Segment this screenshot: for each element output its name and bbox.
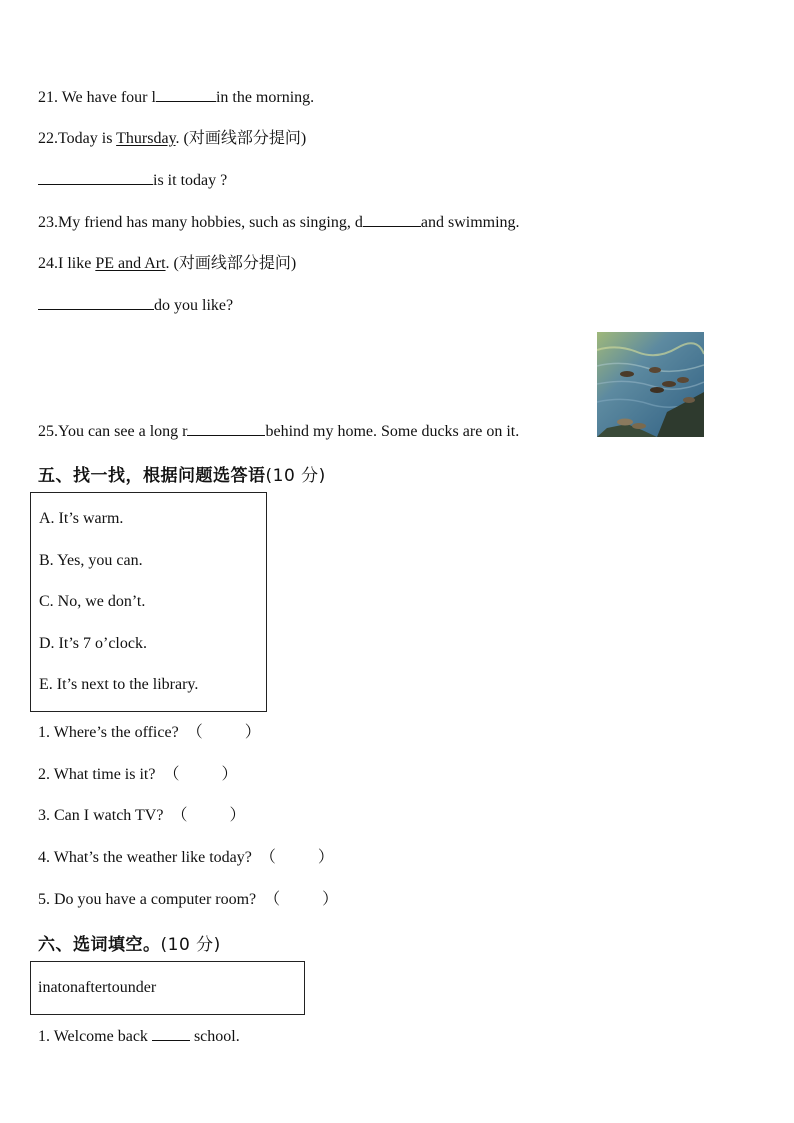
option-a: A. It’s warm. xyxy=(39,510,124,527)
match-question-1 xyxy=(38,723,261,743)
question-24 xyxy=(38,254,296,274)
question-text: You can see a long r xyxy=(58,423,188,440)
answer-paren-close: ） xyxy=(244,724,261,741)
underlined-word: Thursday xyxy=(116,130,176,147)
question-text: 3. Can I watch TV? xyxy=(38,807,164,824)
question-text: do you like? xyxy=(154,297,234,314)
answer-paren-close: ） xyxy=(317,849,334,866)
question-instruction: . (对画线部分提问) xyxy=(165,255,297,272)
option-d: D. It’s 7 o’clock. xyxy=(39,635,147,652)
answer-options-box xyxy=(30,492,267,712)
question-text: My friend has many hobbies, such as singing, d xyxy=(58,214,363,231)
section-6-heading xyxy=(38,930,221,955)
section-score: (10 分) xyxy=(265,466,326,486)
question-number: 22. xyxy=(38,130,58,147)
question-text: in the morning. xyxy=(215,89,315,106)
question-22-answer-line xyxy=(38,170,227,191)
question-text: 5. Do you have a computer room? xyxy=(38,891,257,908)
option-b: B. Yes, you can. xyxy=(39,552,143,569)
question-25 xyxy=(38,421,519,442)
answer-paren-open: （ xyxy=(186,724,203,741)
answer-blank[interactable] xyxy=(156,87,216,102)
question-text: behind my home. Some ducks are on it. xyxy=(265,423,520,440)
question-number: 24. xyxy=(38,255,58,272)
question-text: 4. What’s the weather like today? xyxy=(38,849,252,866)
question-text: I like xyxy=(58,255,96,272)
question-23 xyxy=(38,212,520,233)
question-text: school. xyxy=(189,1028,240,1045)
question-24-answer-line xyxy=(38,295,233,316)
match-question-4 xyxy=(38,848,334,868)
underlined-phrase: PE and Art xyxy=(95,255,166,272)
question-22 xyxy=(38,129,306,149)
question-number: 21 xyxy=(38,89,54,106)
answer-paren-close: ） xyxy=(221,766,238,783)
question-21 xyxy=(38,87,314,108)
answer-paren-open: （ xyxy=(171,807,188,824)
match-question-3 xyxy=(38,806,245,826)
question-number: 23. xyxy=(38,214,58,231)
answer-blank[interactable] xyxy=(38,170,153,185)
answer-paren-close: ） xyxy=(229,807,246,824)
section-title: 五、找一找，根据问题选答语 xyxy=(38,466,266,486)
answer-blank[interactable] xyxy=(363,212,421,227)
question-number: 25. xyxy=(38,423,58,440)
answer-blank[interactable] xyxy=(187,421,265,436)
answer-paren-open: （ xyxy=(264,891,281,908)
answer-paren-open: （ xyxy=(259,849,276,866)
answer-paren-open: （ xyxy=(163,766,180,783)
option-e: E. It’s next to the library. xyxy=(39,676,199,693)
question-text: and swimming. xyxy=(420,214,520,231)
answer-blank[interactable] xyxy=(152,1026,190,1041)
answer-paren-close: ） xyxy=(322,891,339,908)
match-question-5 xyxy=(38,890,338,910)
match-question-2 xyxy=(38,765,238,785)
option-c: C. No, we don’t. xyxy=(39,593,146,610)
question-text: Today is xyxy=(58,130,117,147)
question-instruction: . (对画线部分提问) xyxy=(175,130,307,147)
section-title: 六、选词填空。 xyxy=(38,935,161,955)
question-text: 1. Where’s the office? xyxy=(38,724,179,741)
question-text: . We have four l xyxy=(54,89,156,106)
question-text: 1. Welcome back xyxy=(38,1028,152,1045)
answer-blank[interactable] xyxy=(38,295,154,310)
section-5-heading xyxy=(38,461,326,486)
fill-question-1 xyxy=(38,1026,240,1047)
section-score: (10 分) xyxy=(160,935,221,955)
word-bank-text: inatonaftertounder xyxy=(38,979,157,996)
word-bank-box xyxy=(30,961,305,1015)
question-text: is it today ? xyxy=(153,172,228,189)
question-text: 2. What time is it? xyxy=(38,766,156,783)
ducks-on-river-photo xyxy=(597,332,704,437)
